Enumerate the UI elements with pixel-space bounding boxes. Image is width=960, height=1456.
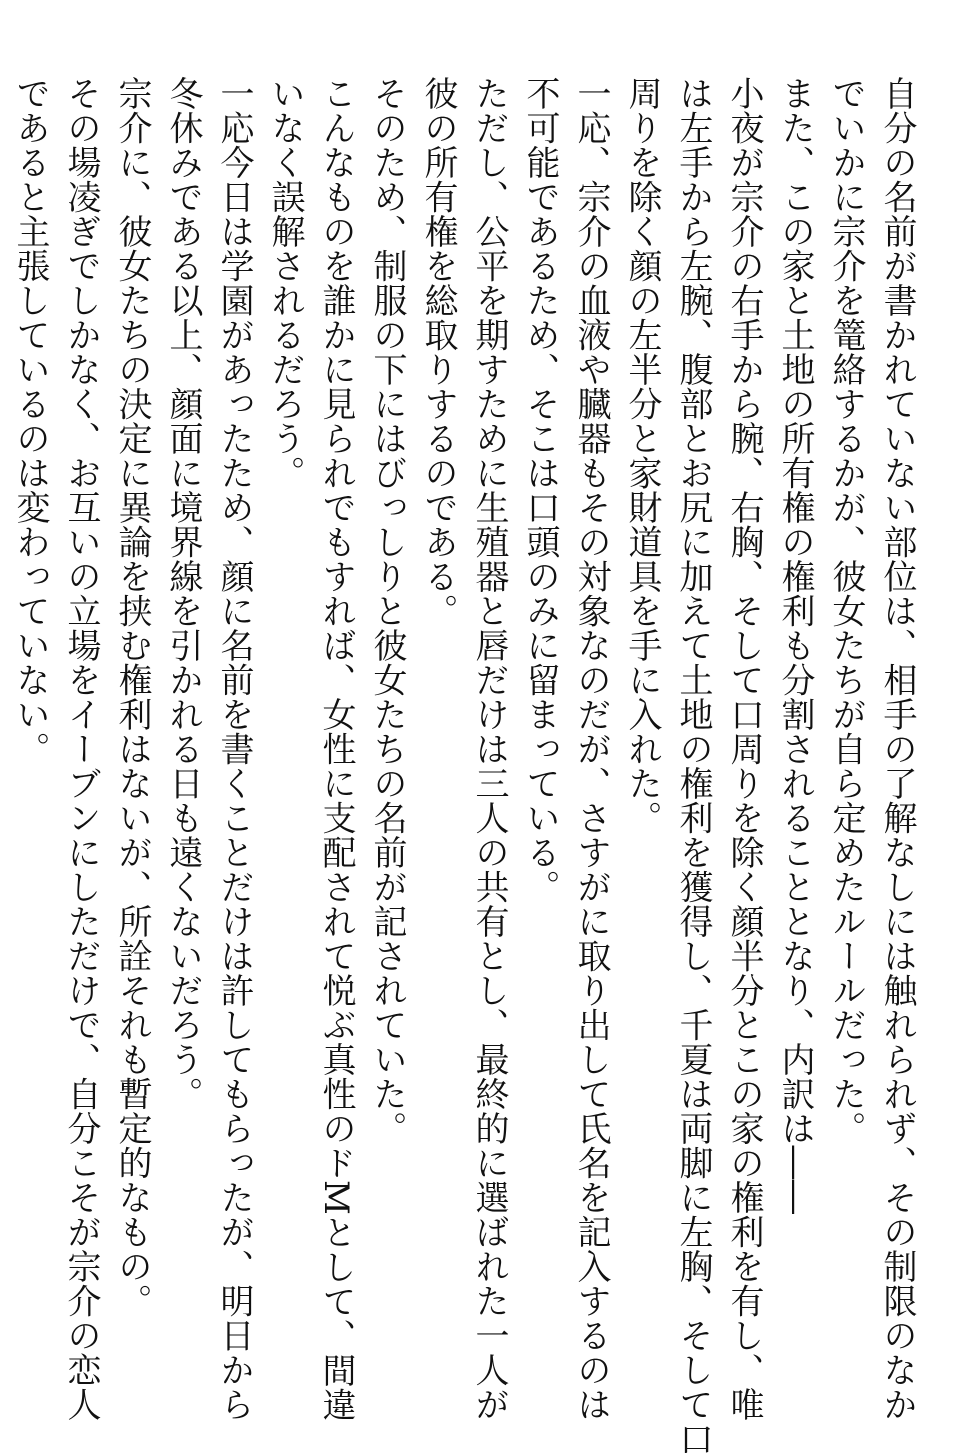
text-line-9: ただし、公平を期すために生殖器と唇だけは三人の共有とし、最終的に選ばれた一人が: [469, 76, 509, 1422]
text-line-5: は左手から左腕、腹部とお尻に加えて土地の権利を獲得し、千夏は両脚に左胸、そして口: [673, 76, 713, 1456]
vertical-text-body: [4, 76, 922, 1456]
text-line-12: こんなものを誰かに見られでもすれば、女性に支配されて悦ぶ真性のドMとして、間違: [316, 76, 356, 1423]
text-line-8: 不可能であるため、そこは口頭のみに留まっている。: [520, 76, 560, 904]
text-line-4: 小夜が宗介の右手から腕、右胸、そして口周りを除く顔半分とこの家の権利を有し、唯: [724, 76, 764, 1422]
text-line-7: 一応、宗介の血液や臓器もその対象なのだが、さすがに取り出して氏名を記入するのは: [571, 76, 611, 1422]
text-line-3: また、この家と土地の所有権の権利も分割されることとなり、内訳は――: [775, 76, 815, 1215]
text-line-6: 周りを除く顔の左半分と家財道具を手に入れた。: [622, 76, 662, 835]
text-line-18: であると主張しているのは変わっていない。: [10, 76, 50, 766]
text-line-14: 一応今日は学園があったため、顔に名前を書くことだけは許してもらったが、明日から: [214, 76, 254, 1422]
text-line-2: でいかに宗介を篭絡するかが、彼女たちが自ら定めたルールだった。: [826, 76, 866, 1146]
text-line-10: 彼の所有権を総取りするのである。: [418, 76, 458, 628]
text-line-15: 冬休みである以上、顔面に境界線を引かれる日も遠くないだろう。: [163, 76, 203, 1111]
text-line-17: その場凌ぎでしかなく、お互いの立場をイーブンにしただけで、自分こそが宗介の恋人: [61, 76, 101, 1422]
text-line-1: 自分の名前が書かれていない部位は、相手の了解なしには触れられず、その制限のなか: [877, 76, 917, 1422]
text-line-16: 宗介に、彼女たちの決定に異論を挟む権利はないが、所詮それも暫定的なもの。: [112, 76, 152, 1318]
text-line-13: いなく誤解されるだろう。: [265, 76, 305, 490]
text-line-11: そのため、制服の下にはびっしりと彼女たちの名前が記されていた。: [367, 76, 407, 1146]
